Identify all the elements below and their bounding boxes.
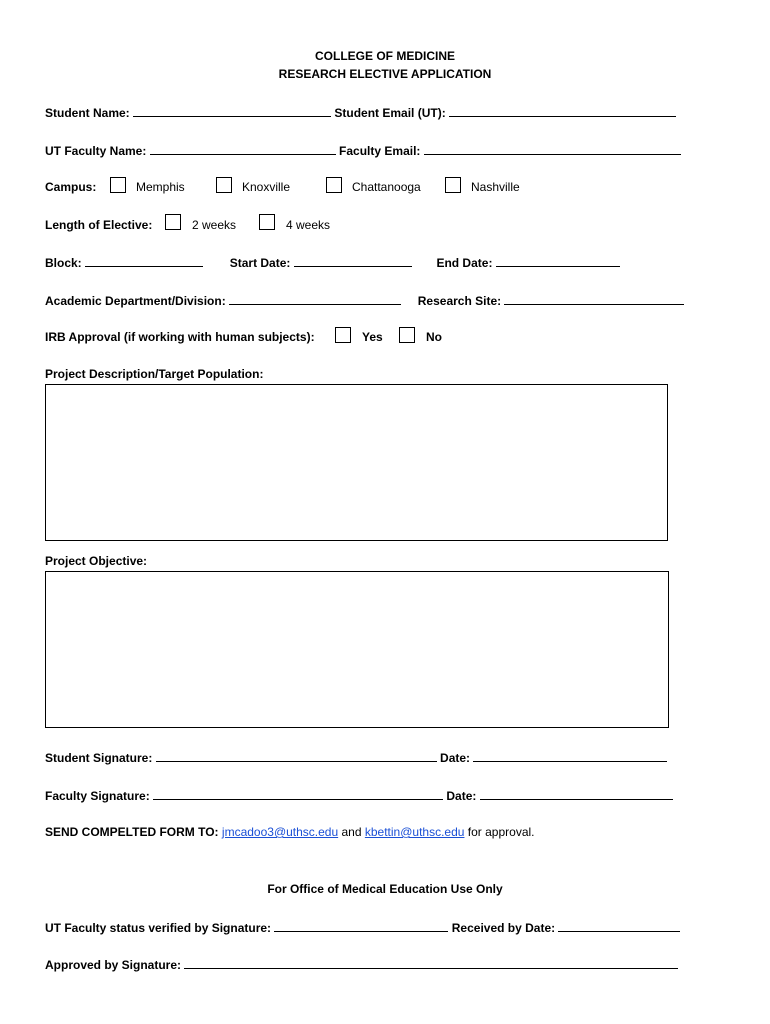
send-suffix: for approval. xyxy=(467,825,535,839)
department-label: Academic Department/Division: xyxy=(45,294,226,308)
start-date-field[interactable] xyxy=(294,255,412,267)
received-date-field[interactable] xyxy=(558,920,680,932)
project-description-label: Project Description/Target Population: xyxy=(45,367,264,381)
faculty-name-label: UT Faculty Name: xyxy=(45,144,147,158)
approved-signature-field[interactable] xyxy=(184,957,678,969)
faculty-name-field[interactable] xyxy=(150,143,336,155)
verified-signature-label: UT Faculty status verified by Signature: xyxy=(45,921,272,935)
student-signature-date-field[interactable] xyxy=(473,750,667,762)
office-approved-row xyxy=(45,957,678,972)
campus-nashville-label: Nashville xyxy=(471,180,520,194)
send-and: and xyxy=(341,825,362,839)
campus-chattanooga-label: Chattanooga xyxy=(352,180,421,194)
send-instructions xyxy=(45,825,535,839)
irb-yes-checkbox[interactable] xyxy=(335,327,351,343)
office-use-heading: For Office of Medical Education Use Only xyxy=(267,882,503,896)
campus-chattanooga-checkbox[interactable] xyxy=(326,177,342,193)
student-email-field[interactable] xyxy=(449,105,676,117)
form-title-line1: COLLEGE OF MEDICINE xyxy=(314,49,455,63)
student-email-label: Student Email (UT): xyxy=(334,106,446,120)
email-link-kbettin[interactable]: kbettin@uthsc.edu xyxy=(364,825,465,839)
block-field[interactable] xyxy=(85,255,203,267)
campus-memphis-label: Memphis xyxy=(136,180,185,194)
end-date-label: End Date: xyxy=(436,256,493,270)
faculty-email-label: Faculty Email: xyxy=(339,144,421,158)
approved-signature-label: Approved by Signature: xyxy=(45,958,182,972)
irb-yes-label: Yes xyxy=(362,330,383,344)
verified-signature-field[interactable] xyxy=(274,920,448,932)
project-objective-textarea[interactable] xyxy=(45,571,669,728)
student-signature-row xyxy=(45,750,667,765)
student-name-field[interactable] xyxy=(133,105,331,117)
faculty-signature-row xyxy=(45,788,673,803)
faculty-signature-label: Faculty Signature: xyxy=(45,789,150,803)
block-label: Block: xyxy=(45,256,82,270)
student-signature-date-label: Date: xyxy=(440,751,471,765)
irb-no-label: No xyxy=(426,330,442,344)
office-verified-row xyxy=(45,920,680,935)
student-signature-field[interactable] xyxy=(156,750,437,762)
campus-knoxville-label: Knoxville xyxy=(242,180,291,194)
student-signature-label: Student Signature: xyxy=(45,751,153,765)
student-row xyxy=(45,105,676,120)
irb-no-checkbox[interactable] xyxy=(399,327,415,343)
faculty-signature-date-label: Date: xyxy=(446,789,477,803)
send-label: SEND COMPELTED FORM TO: xyxy=(45,825,219,839)
campus-label: Campus: xyxy=(45,180,97,194)
faculty-email-field[interactable] xyxy=(424,143,681,155)
faculty-signature-date-field[interactable] xyxy=(480,788,673,800)
project-description-textarea[interactable] xyxy=(45,384,668,541)
received-date-label: Received by Date: xyxy=(451,921,556,935)
campus-memphis-checkbox[interactable] xyxy=(110,177,126,193)
form-title-line2: RESEARCH ELECTIVE APPLICATION xyxy=(278,67,492,81)
campus-nashville-checkbox[interactable] xyxy=(445,177,461,193)
block-row xyxy=(45,255,620,270)
department-row xyxy=(45,293,684,308)
irb-label: IRB Approval (if working with human subjects): xyxy=(45,330,315,344)
faculty-row xyxy=(45,143,681,158)
end-date-field[interactable] xyxy=(496,255,620,267)
email-link-jmcadoo[interactable]: jmcadoo3@uthsc.edu xyxy=(221,825,339,839)
project-objective-label: Project Objective: xyxy=(45,554,148,568)
campus-knoxville-checkbox[interactable] xyxy=(216,177,232,193)
department-field[interactable] xyxy=(229,293,401,305)
length-2-weeks-checkbox[interactable] xyxy=(165,214,181,230)
length-2-weeks-label: 2 weeks xyxy=(192,218,237,232)
faculty-signature-field[interactable] xyxy=(153,788,443,800)
research-site-field[interactable] xyxy=(504,293,684,305)
length-4-weeks-label: 4 weeks xyxy=(286,218,331,232)
length-4-weeks-checkbox[interactable] xyxy=(259,214,275,230)
length-label: Length of Elective: xyxy=(45,218,153,232)
start-date-label: Start Date: xyxy=(229,256,291,270)
student-name-label: Student Name: xyxy=(45,106,130,120)
research-site-label: Research Site: xyxy=(417,294,502,308)
